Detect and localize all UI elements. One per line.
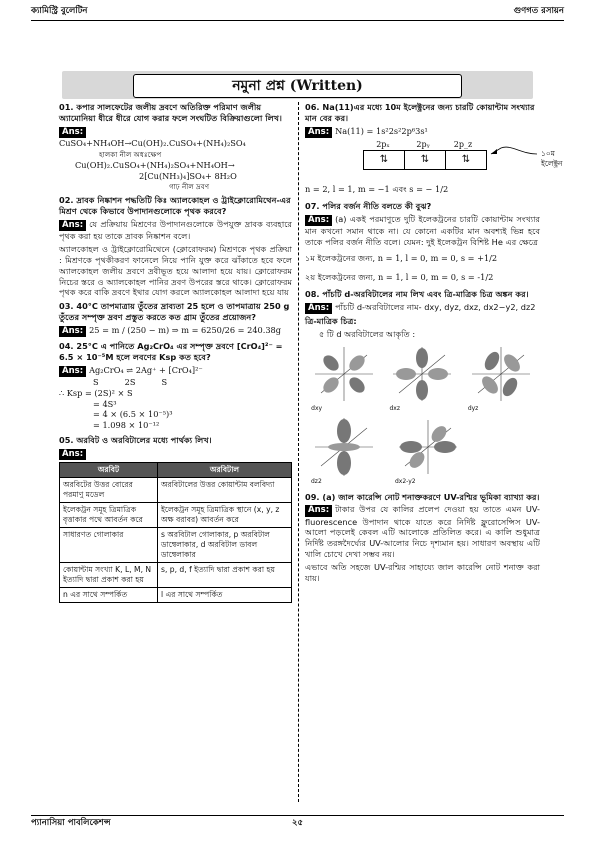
q04-reaction: Ag₂CrO₄ ⇌ 2Ag⁺ + [CrO₄]²⁻ (89, 364, 203, 375)
table-cell: কোয়ান্টাম সংখ্যা K, L, M, N ইত্যাদি দ্বারা প্রকাশ করা হয় (60, 563, 158, 588)
orbital-label: dxz (389, 404, 400, 412)
q06-text: Na(11)এর মধ্যে 10ম ইলেক্ট্রনের জন্য চারটি কোয়ান্টাম সংখ্যার মান বের কর। (305, 102, 535, 123)
table-cell: s, p, d, f ইত্যাদি দ্বারা প্রকাশ করা হয় (157, 563, 291, 588)
q07-example-1: ১ম ইলেকট্রনের জন্য, n = 1, l = 0, m = 0, s = +1/2 (305, 253, 498, 264)
q04-number: 04. (59, 341, 74, 352)
q07-number: 07. (305, 200, 320, 211)
q01-eq3: 2[Cu(NH₃)₄]SO₄+ 8H₂O (139, 171, 237, 182)
table-cell: সাধারণত গোলাকার (60, 528, 158, 563)
q07-example-2: ২য় ইলেকট্রনের জন্য, n = 1, l = 0, m = 0, s = -1/2 (305, 272, 494, 283)
table-cell: ইলেকট্রন সমূহ ত্রিমাত্রিক স্থানে (x, y, z অক্ষ বরাবর) আবর্তন করে (157, 503, 291, 528)
orbital-label-py: 2pᵧ (416, 139, 430, 149)
q04-ksp-3: = 4 × (6.5 × 10⁻⁵)³ (93, 409, 173, 420)
q05-ans-label: Ans: (59, 449, 86, 460)
table-row (60, 478, 292, 503)
dyz-orbital-icon (468, 343, 534, 405)
q04-solubility-row: S 2S S (93, 376, 168, 387)
d-orbital-figure (395, 416, 461, 486)
table-header-orbital: অরবিটাল (157, 463, 291, 478)
table-cell: অরবিটের উত্তর বোরের পরমাণু মডেল (60, 478, 158, 503)
q07-text: পলির বর্জন নীতি বলতে কী বুঝ? (322, 200, 432, 211)
orbital-box-diagram (363, 139, 563, 184)
q02-ans-label: Ans: (59, 220, 86, 231)
q08-subheading: ত্রি-মাত্রিক চিত্র: (305, 316, 357, 327)
q06-number: 06. (305, 102, 320, 112)
orbital-label: dyz (467, 404, 479, 412)
table-cell: অরবিটালের উত্তর কোয়ান্টাম বলবিদ্যা (157, 478, 291, 503)
question-01 (59, 102, 292, 191)
q01-eq2: Cu(OH)₂.CuSO₄+(NH₄)₂SO₄+NH₄OH→ (75, 160, 235, 171)
orbital-box-px: ⇅ (363, 150, 405, 170)
q05-number: 05. (59, 435, 74, 446)
dxz-orbital-icon (389, 343, 455, 405)
dz2-orbital-icon (311, 416, 377, 478)
orbital-label-px: 2pₓ (376, 139, 390, 149)
dx2-y2-orbital-icon (395, 416, 461, 478)
column-divider (298, 102, 299, 802)
question-06 (305, 102, 563, 195)
q03-ans-label: Ans: (59, 326, 86, 337)
q08-text: পাঁচটি d-অরবিটালের নাম লিখ এবং ত্রি-মাত্রিক চিত্র অঙ্কন কর। (322, 289, 529, 300)
q01-number: 01. (59, 102, 74, 112)
table-cell: n এর সাথে সম্পর্কিত (60, 588, 158, 603)
question-05 (59, 435, 292, 603)
q03-number: 03. (59, 301, 74, 312)
footer-publisher: প্যানাসিয়া পাবলিকেশন্স (31, 818, 111, 828)
q06-ans-label: Ans: (305, 127, 332, 138)
question-09 (305, 492, 540, 584)
q04-ksp-4: = 1.098 × 10⁻¹² (93, 420, 160, 431)
question-07 (305, 201, 540, 283)
table-row (60, 503, 292, 528)
q06-configuration: Na(11) = 1s²2s²2p⁶3s¹ (335, 125, 428, 136)
table-row (60, 528, 292, 563)
q03-text: 40°C তাপমাত্রায় তুঁতের দ্রাব্যতা 25 হলে ও তাপমাত্রায় 250 g তুঁতের সম্পৃক্ত দ্রবণ প্রস্তুত করতে কত গ্রাম তুঁতের প্রয়োজন? (59, 301, 290, 323)
d-orbital-figure (468, 343, 534, 413)
orbital-label: dx2-y2 (395, 477, 416, 485)
tenth-electron-arrow-icon (471, 140, 541, 170)
q09-text: (a) জাল কারেন্সি নোট শনাক্তকরণে UV-রশ্মির ভূমিকা ব্যাখ্যা কর। (322, 491, 540, 502)
q09-answer: টাকার উপর যে কালির প্রলেপ দেওয়া হয় তাতে এমন UV-fluorescence উপাদান থাকে যাতে করে নির্দিষ্ট ফ্লুরোসেন্সিস UV-আলো পড়লেই কেবল এটি আলোকে প্রতিলিত করে। এ কালি শুধুমাত্র নির্দিষ্ট তরঙ্গদৈর্ঘ্যের UV-আলোর নিচে দৃশ্যমান হয়। সাধারণ অবস্থায় এটি খালি চোখে দেখা সম্ভব নয়। (305, 504, 540, 560)
q01-eq1-note: হালকা নীল অধঃক্ষেপ (99, 149, 162, 159)
q05-text: অরবিট ও অরবিটালের মধ্যে পার্থক্য লিখ। (76, 435, 212, 446)
q04-ksp-2: = 4S³ (93, 398, 117, 409)
q08-figure-caption: ৫ টি d অরবিটালের আকৃতি : (319, 328, 416, 339)
q09-ans-label: Ans: (305, 505, 332, 516)
q07-ans-label: Ans: (305, 215, 332, 226)
q03-answer: 25 = m / (250 − m) ⇒ m = 6250/26 = 240.38g (89, 324, 282, 335)
d-orbital-figures-row2 (305, 416, 540, 486)
orbit-orbital-table (59, 462, 292, 603)
orbital-label-pz: 2p_z (453, 139, 473, 149)
q02-number: 02. (59, 195, 74, 206)
orbital-label: dxy (311, 404, 323, 412)
table-row (60, 563, 292, 588)
q08-number: 08. (305, 289, 320, 300)
page-number: ২৫ (291, 818, 304, 828)
q02-text: দ্রাবক নিষ্কাশন পদ্ধতিটি কিঃ অ্যালকোহল ও ট্রাইক্লোরোমিথেন-এর মিশ্রণ থেকে কিভাবে উপাদানগুলোকে পৃথক করবে? (59, 195, 291, 217)
table-header-orbit: অরবিট (60, 463, 158, 478)
tenth-electron-label: ১০ম ইলেক্ট্রন (541, 148, 563, 168)
orbital-label: dz2 (311, 477, 322, 485)
header-book-title: ক্যামিস্ট্রি বুলেটিন (31, 6, 88, 16)
header-chapter-title: গুণগত রসায়ন (513, 6, 564, 16)
table-cell: ইলেকট্রন সমূহ ত্রিমাত্রিক বৃত্তাকার পথে আবর্তন করে (60, 503, 158, 528)
table-cell: s অরবিটাল গোলাকার, p অরবিটাল ডাম্বেলাকার, d অরবিটাল ডাবল ডাম্বেলাকার (157, 528, 291, 563)
q02-answer-2: অ্যালকোহল ও ট্রাইক্লোরোমিথেনে (ক্লোরোফরম) মিশ্রণকে পৃথক প্রক্রিয়া : মিশ্রণকে পৃথকীকরণ ফানেলে নিয়ে পানি যুক্ত করে ঝাঁকাতে হবে ফলে অ্যালকোহল জলীয় দ্রবণে দ্রবীভূত হয়ে আলাদা হয়ে যায়। ক্লোরোফরম নিচের স্তরে ও অ্যালকোহল পানির দ্রবণ উপরের স্তরে থাকে। ক্লোরোফরম পৃথক করে বাকি দ্রবণে ইথার যোগ করলে অ্যালকোহল আলাদা হয়ে যায় (59, 244, 292, 298)
d-orbital-figure (389, 343, 455, 413)
q04-text: 25°C এ পানিতে Ag₂CrO₄ এর সম্পৃক্ত দ্রবণে [CrO₄]²⁻ = 6.5 × 10⁻⁵M হলে লবণের Ksp কত হবে? (59, 341, 283, 362)
dxy-orbital-icon (311, 343, 377, 405)
d-orbital-figures-row1 (305, 343, 540, 413)
q08-ans-label: Ans: (305, 303, 332, 314)
table-cell: l এর সাথে সম্পর্কিত (157, 588, 291, 603)
q04-ans-label: Ans: (59, 366, 86, 377)
q08-answer: পাঁচটি d-অরবিটালের নাম- dxy, dyz, dxz, dx2−y2, dz2 (335, 301, 536, 312)
right-column (305, 102, 563, 586)
d-orbital-figure (311, 343, 377, 413)
page-footer (31, 815, 564, 830)
q01-text: কপার সালফেটের জলীয় দ্রবণে অতিরিক্ত পরিমাণ জলীয় অ্যামোনিয়া ধীরে ধীরে যোগ করার ফলে সংঘটিত বিক্রিয়াগুলো লিখ। (59, 102, 282, 123)
question-08 (305, 289, 540, 486)
q01-ans-label: Ans: (59, 127, 86, 138)
question-02 (59, 195, 292, 298)
left-column (59, 102, 292, 603)
q04-ksp-1: ∴ Ksp = (2S)² × S (59, 387, 133, 398)
q06-quantum-numbers: n = 2, l = 1, m = −1 এবং s = − 1/2 (305, 183, 449, 194)
q01-eq1: CuSO₄+NH₄OH→Cu(OH)₂.CuSO₄+(NH₄)₂SO₄ (59, 137, 246, 148)
section-banner: নমুনা প্রশ্ন (Written) (133, 74, 462, 98)
page-header (31, 6, 564, 21)
q07-answer: (a) একই পরমাণুতে দুটি ইলেকট্রনের চারটি কোয়ান্টাম সংখ্যার মান কখনো সমান থাকে না। যে কোনো একটির মান অবশ্যই ভিন্ন হবে তাকে পলির বর্জন নীতি বলে। যেমন: দুই ইলেকট্রন বিশিষ্ট He এর ক্ষেত্রে (305, 213, 540, 247)
q02-answer-1: যে প্রক্রিয়ায় মিশ্রণের উপাদানগুলোকে উপযুক্ত দ্রাবক ব্যবহারে পৃথক করা হয় তাকে দ্রাবক নিষ্কাশন বলে। (59, 219, 292, 242)
orbital-box-py: ⇅ (404, 150, 446, 170)
question-03 (59, 301, 292, 337)
d-orbital-figure (311, 416, 377, 486)
q01-eq3-note: গাঢ় নীল দ্রবণ (169, 181, 210, 191)
q09-conclusion: এভাবে অতি সহজে UV-রশ্মির সাহায্যে জাল কারেন্সি নোট শনাক্ত করা যায়। (305, 561, 540, 583)
orbital-box-pz: ⇅ (445, 150, 487, 170)
q09-number: 09. (305, 491, 320, 502)
table-row (60, 588, 292, 603)
question-04 (59, 341, 292, 431)
